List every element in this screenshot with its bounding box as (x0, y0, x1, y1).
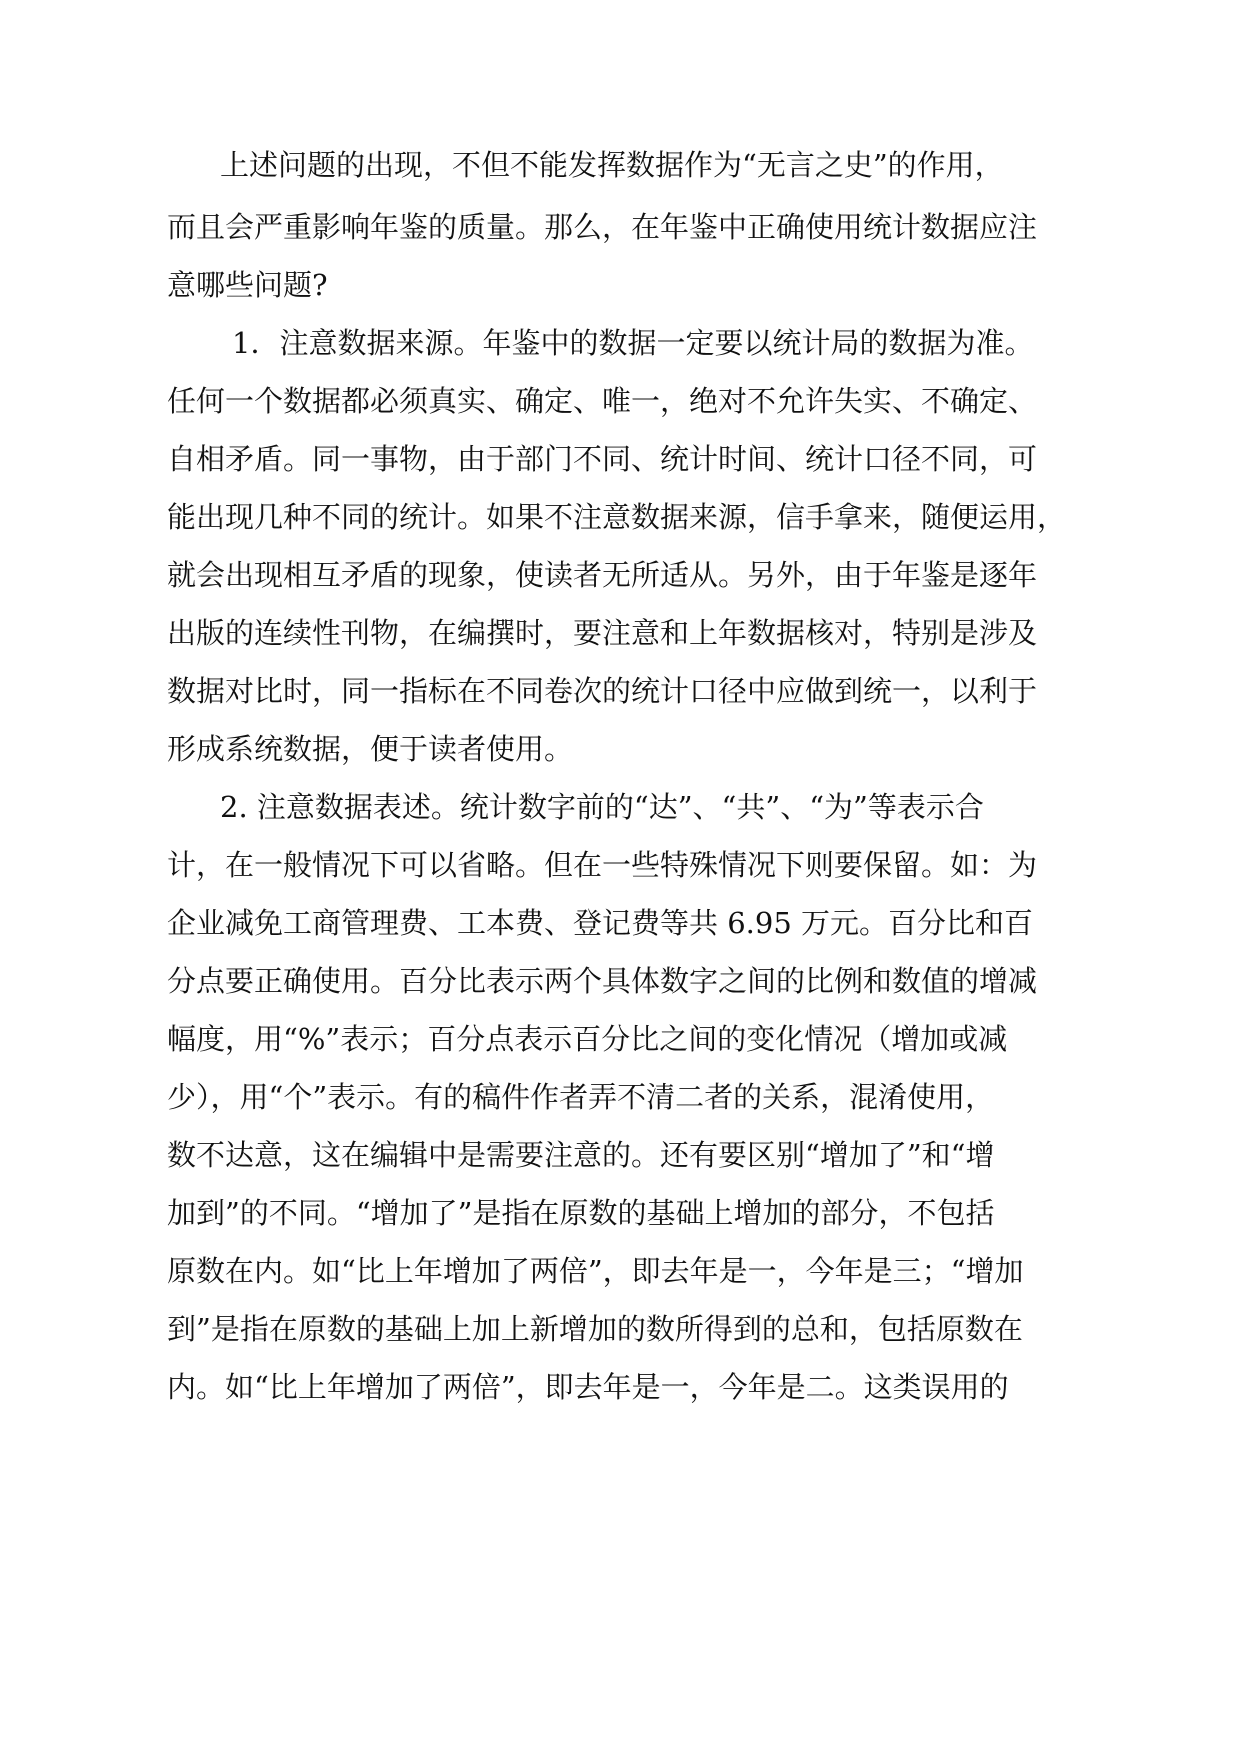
text-line: 原数在内。如“比上年增加了两倍”，即去年是一，今年是三；“增加 (167, 1254, 1024, 1288)
text-line: 2. 注意数据表述。统计数字前的“达”、“共”、“为”等表示合 (220, 790, 984, 824)
text-line: 数据对比时，同一指标在不同卷次的统计口径中应做到统一，以利于 (167, 674, 1038, 708)
text-line: 能出现几种不同的统计。如果不注意数据来源，信手拿来，随便运用， (167, 500, 1067, 534)
text-line: 意哪些问题? (167, 268, 328, 302)
text-line: 少），用“个”表示。有的稿件作者弄不清二者的关系，混淆使用， (167, 1080, 995, 1114)
text-line: 上述问题的出现，不但不能发挥数据作为“无言之史”的作用， (220, 148, 1004, 182)
text-line: 内。如“比上年增加了两倍”，即去年是一，今年是二。这类误用的 (167, 1370, 1009, 1404)
text-line: 就会出现相互矛盾的现象，使读者无所适从。另外，由于年鉴是逐年 (167, 558, 1038, 592)
text-line: 企业减免工商管理费、工本费、登记费等共 6.95 万元。百分比和百 (167, 906, 1034, 940)
text-line: 任何一个数据都必须真实、确定、唯一，绝对不允许失实、不确定、 (167, 384, 1038, 418)
text-line: 1．注意数据来源。年鉴中的数据一定要以统计局的数据为准。 (232, 326, 1034, 360)
text-line: 到”是指在原数的基础上加上新增加的数所得到的总和，包括原数在 (167, 1312, 1023, 1346)
text-line: 出版的连续性刊物，在编撰时，要注意和上年数据核对，特别是涉及 (167, 616, 1038, 650)
text-line: 自相矛盾。同一事物，由于部门不同、统计时间、统计口径不同，可 (167, 442, 1038, 476)
text-line: 幅度，用“%”表示；百分点表示百分比之间的变化情况（增加或减 (167, 1022, 1008, 1056)
text-line: 形成系统数据，便于读者使用。 (167, 732, 574, 766)
text-line: 计，在一般情况下可以省略。但在一些特殊情况下则要保留。如：为 (167, 848, 1038, 882)
text-line: 加到”的不同。“增加了”是指在原数的基础上增加的部分，不包括 (167, 1196, 995, 1230)
text-line: 而且会严重影响年鉴的质量。那么，在年鉴中正确使用统计数据应注 (167, 210, 1038, 244)
text-line: 数不达意，这在编辑中是需要注意的。还有要区别“增加了”和“增 (167, 1138, 995, 1172)
text-line: 分点要正确使用。百分比表示两个具体数字之间的比例和数值的增减 (167, 964, 1038, 998)
